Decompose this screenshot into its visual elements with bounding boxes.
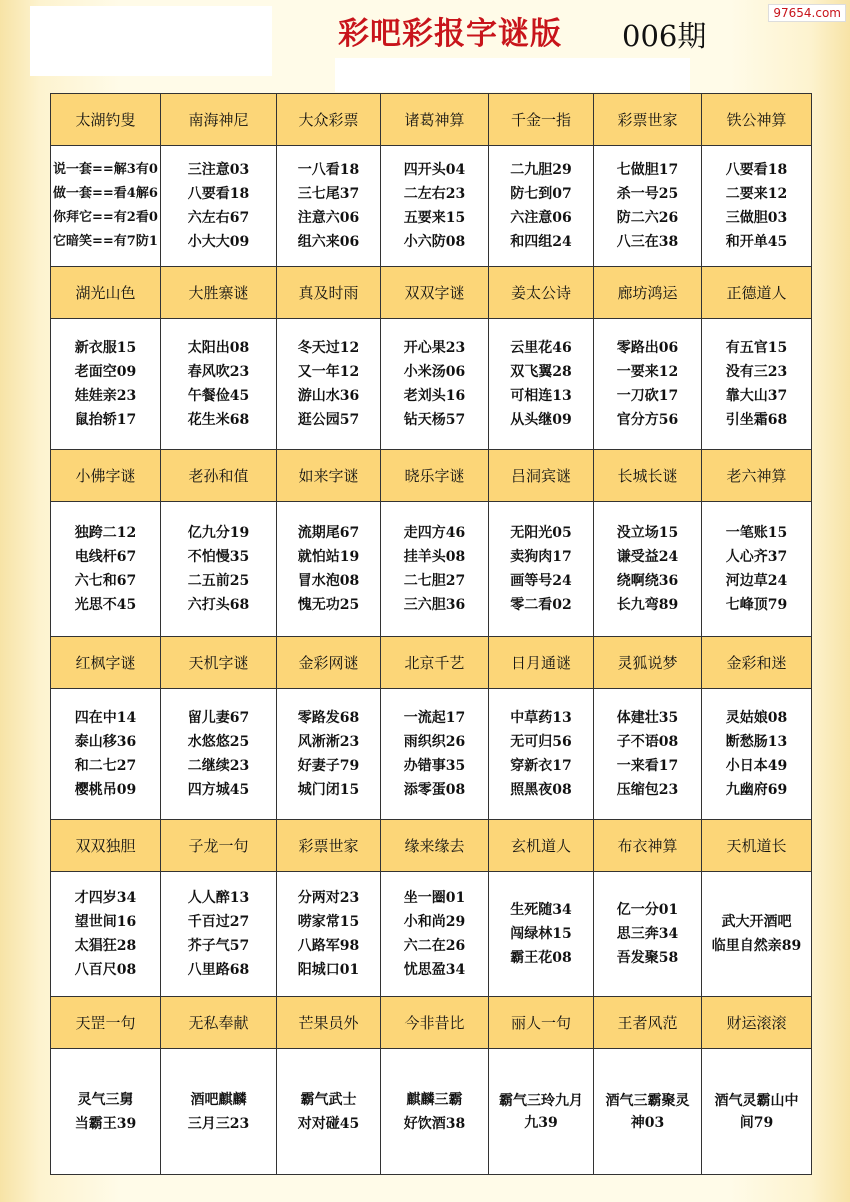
- riddle-line: 谦受益24: [616, 549, 679, 565]
- column-header: 廊坊鸿运: [594, 267, 702, 319]
- riddle-line: 一流起17: [403, 710, 466, 726]
- riddle-line: 一来看17: [616, 758, 679, 774]
- riddle-cell: [489, 872, 594, 997]
- riddle-line: 闯绿林15: [510, 926, 572, 942]
- riddle-line: 八三在38: [616, 234, 679, 250]
- column-header: 双双独胆: [51, 820, 161, 872]
- riddle-line: 四开头04: [403, 162, 466, 178]
- riddle-line: 酒吧麒麟: [190, 1091, 247, 1108]
- riddle-cell: [702, 502, 812, 637]
- riddle-line: 霸气武士: [300, 1091, 357, 1108]
- riddle-line: 没有三23: [725, 364, 788, 380]
- column-header: 晓乐字谜: [381, 450, 489, 502]
- riddle-line: 游山水36: [297, 388, 360, 404]
- riddle-line: 老刘头16: [403, 388, 466, 404]
- riddle-cell: [702, 689, 812, 820]
- column-header: 诸葛神算: [381, 94, 489, 146]
- column-header: 千金一指: [489, 94, 594, 146]
- riddle-line: 八百尺08: [74, 962, 137, 978]
- column-header: 真及时雨: [277, 267, 381, 319]
- riddle-line: 二继续23: [187, 758, 250, 774]
- riddle-line: 霸王花08: [510, 950, 572, 966]
- riddle-line: 二五前25: [187, 573, 250, 589]
- riddle-cell: [381, 689, 489, 820]
- riddle-line: 你拜它==有2看0: [53, 210, 158, 225]
- riddle-line: 办错事35: [403, 758, 466, 774]
- riddle-line: 酒气三霸聚灵神03: [605, 1092, 690, 1131]
- riddle-cell: [702, 1049, 812, 1175]
- riddle-line: 雨织织26: [403, 734, 466, 750]
- riddle-cell: [489, 319, 594, 450]
- riddle-line: 光思不45: [74, 597, 137, 613]
- riddle-line: 分两对23: [297, 890, 360, 906]
- riddle-line: 临里自然亲89: [711, 938, 802, 954]
- riddle-line: 子不语08: [616, 734, 679, 750]
- riddle-line: 零路发68: [297, 710, 360, 726]
- riddle-line: 压缩包23: [616, 782, 679, 798]
- riddle-line: 不怕慢35: [187, 549, 250, 565]
- riddle-line: 老面空09: [74, 364, 137, 380]
- riddle-cell: [277, 319, 381, 450]
- column-header: 王者风范: [594, 997, 702, 1049]
- column-header: 玄机道人: [489, 820, 594, 872]
- riddle-line: 愧无功25: [297, 597, 360, 613]
- riddle-line: 望世间16: [74, 914, 137, 930]
- riddle-line: 小大大09: [187, 234, 250, 250]
- riddle-cell: [594, 872, 702, 997]
- riddle-line: 八里路68: [187, 962, 250, 978]
- header-row: [51, 997, 812, 1049]
- riddle-line: 画等号24: [510, 573, 572, 589]
- riddle-cell: [277, 872, 381, 997]
- riddle-line: 可相连13: [510, 388, 572, 404]
- riddle-line: 三七尾37: [297, 186, 360, 202]
- riddle-line: 生死随34: [510, 902, 572, 918]
- riddle-cell: [489, 502, 594, 637]
- riddle-line: 灵气三舅: [77, 1091, 134, 1108]
- content-row: [51, 689, 812, 820]
- riddle-line: 小和尚29: [403, 914, 466, 930]
- riddle-line: 防二六26: [616, 210, 679, 226]
- riddle-cell: [381, 872, 489, 997]
- riddle-line: 六左右67: [187, 210, 250, 226]
- riddle-line: 有五官15: [725, 340, 788, 356]
- riddle-line: 亿九分19: [187, 525, 250, 541]
- riddle-cell: [702, 872, 812, 997]
- riddle-line: 独跨二12: [74, 525, 137, 541]
- riddle-line: 杀一号25: [616, 186, 679, 202]
- riddle-line: 好妻子79: [297, 758, 360, 774]
- column-header: 大胜寨谜: [161, 267, 277, 319]
- column-header: 北京千艺: [381, 637, 489, 689]
- column-header: 灵狐说梦: [594, 637, 702, 689]
- riddle-line: 思三奔34: [616, 926, 679, 942]
- riddle-line: 开心果23: [403, 340, 466, 356]
- riddle-cell: [161, 872, 277, 997]
- riddle-cell: [161, 1049, 277, 1175]
- content-row: [51, 319, 812, 450]
- header-row: [51, 94, 812, 146]
- riddle-line: 挂羊头08: [403, 549, 466, 565]
- riddle-line: 一八看18: [297, 162, 360, 178]
- riddle-cell: [277, 689, 381, 820]
- riddle-line: 冒水泡08: [297, 573, 360, 589]
- riddle-line: 三六胆36: [403, 597, 466, 613]
- riddle-line: 千百过27: [187, 914, 250, 930]
- riddle-line: 吾发聚58: [616, 950, 679, 966]
- riddle-line: 三注意03: [187, 162, 250, 178]
- riddle-line: 靠大山37: [725, 388, 788, 404]
- column-header: 缘来缘去: [381, 820, 489, 872]
- white-blank-box-left: [30, 6, 272, 76]
- riddle-line: 添零蛋08: [403, 782, 466, 798]
- column-header: 今非昔比: [381, 997, 489, 1049]
- riddle-line: 和二七27: [74, 758, 137, 774]
- riddle-line: 唠家常15: [297, 914, 360, 930]
- riddle-line: 小日本49: [725, 758, 788, 774]
- riddle-line: 九幽府69: [725, 782, 788, 798]
- column-header: 日月通谜: [489, 637, 594, 689]
- riddle-line: 六注意06: [510, 210, 572, 226]
- riddle-cell: [489, 1049, 594, 1175]
- riddle-line: 春风吹23: [187, 364, 250, 380]
- riddle-line: 卖狗肉17: [510, 549, 572, 565]
- riddle-cell: [381, 502, 489, 637]
- riddle-line: 四方城45: [187, 782, 250, 798]
- column-header: 如来字谜: [277, 450, 381, 502]
- riddle-line: 防七到07: [510, 186, 572, 202]
- riddle-line: 它暗笑==有7防1: [53, 234, 158, 249]
- riddle-line: 七做胆17: [616, 162, 679, 178]
- column-header: 无私奉献: [161, 997, 277, 1049]
- riddle-line: 二七胆27: [403, 573, 466, 589]
- column-header: 财运滚滚: [702, 997, 812, 1049]
- column-header: 彩票世家: [277, 820, 381, 872]
- riddle-line: 麒麟三霸: [406, 1091, 463, 1108]
- riddle-cell: [594, 502, 702, 637]
- riddle-line: 中草药13: [510, 710, 572, 726]
- riddle-cell: [489, 146, 594, 267]
- riddle-line: 从头继09: [510, 412, 572, 428]
- riddle-line: 泰山移36: [74, 734, 137, 750]
- column-header: 铁公神算: [702, 94, 812, 146]
- riddle-grid: [50, 93, 812, 1175]
- riddle-cell: [161, 502, 277, 637]
- riddle-cell: [51, 872, 161, 997]
- riddle-line: 云里花46: [510, 340, 572, 356]
- column-header: 子龙一句: [161, 820, 277, 872]
- riddle-line: 注意六06: [297, 210, 360, 226]
- riddle-line: 武大开酒吧: [721, 914, 792, 930]
- riddle-line: 留儿妻67: [187, 710, 250, 726]
- riddle-cell: [702, 319, 812, 450]
- riddle-line: 五要来15: [403, 210, 466, 226]
- riddle-cell: [277, 1049, 381, 1175]
- column-header: 大众彩票: [277, 94, 381, 146]
- column-header: 南海神尼: [161, 94, 277, 146]
- content-row: [51, 1049, 812, 1175]
- riddle-line: 冬天过12: [297, 340, 360, 356]
- column-header: 湖光山色: [51, 267, 161, 319]
- riddle-line: 双飞翼28: [510, 364, 572, 380]
- riddle-line: 和开单45: [725, 234, 788, 250]
- riddle-line: 长九弯89: [616, 597, 679, 613]
- riddle-line: 二九胆29: [510, 162, 572, 178]
- column-header: 双双字谜: [381, 267, 489, 319]
- column-header: 丽人一句: [489, 997, 594, 1049]
- riddle-line: 忧思盈34: [403, 962, 466, 978]
- column-header: 太湖钓叟: [51, 94, 161, 146]
- riddle-cell: [51, 146, 161, 267]
- riddle-cell: [594, 319, 702, 450]
- riddle-line: 又一年12: [297, 364, 360, 380]
- riddle-line: 一笔账15: [725, 525, 788, 541]
- content-row: [51, 146, 812, 267]
- riddle-line: 灵姑娘08: [725, 710, 788, 726]
- riddle-line: 零路出06: [616, 340, 679, 356]
- content-row: [51, 872, 812, 997]
- column-header: 金彩网谜: [277, 637, 381, 689]
- riddle-line: 樱桃吊09: [74, 782, 137, 798]
- riddle-line: 芥子气57: [187, 938, 250, 954]
- riddle-line: 穿新衣17: [510, 758, 572, 774]
- column-header: 金彩和迷: [702, 637, 812, 689]
- column-header: 长城长谜: [594, 450, 702, 502]
- riddle-line: 六七和67: [74, 573, 137, 589]
- riddle-line: 组六来06: [297, 234, 360, 250]
- riddle-line: 花生米68: [187, 412, 250, 428]
- column-header: 老六神算: [702, 450, 812, 502]
- column-header: 小佛字谜: [51, 450, 161, 502]
- riddle-line: 照黑夜08: [510, 782, 572, 798]
- riddle-line: 没立场15: [616, 525, 679, 541]
- riddle-line: 亿一分01: [616, 902, 679, 918]
- riddle-line: 八要看18: [725, 162, 788, 178]
- riddle-line: 四在中14: [74, 710, 137, 726]
- riddle-cell: [51, 689, 161, 820]
- page-title: 彩吧彩报字谜版: [338, 16, 562, 52]
- riddle-line: 坐一圈01: [403, 890, 466, 906]
- riddle-line: 新衣服15: [74, 340, 137, 356]
- column-header: 天罡一句: [51, 997, 161, 1049]
- riddle-line: 才四岁34: [74, 890, 137, 906]
- riddle-line: 小六防08: [403, 234, 466, 250]
- riddle-line: 酒气灵霸山中间79: [714, 1092, 799, 1131]
- header-row: [51, 267, 812, 319]
- riddle-cell: [161, 319, 277, 450]
- riddle-line: 风淅淅23: [297, 734, 360, 750]
- header-row: [51, 637, 812, 689]
- riddle-cell: [381, 146, 489, 267]
- riddle-line: 八路军98: [297, 938, 360, 954]
- riddle-line: 电线杆67: [74, 549, 137, 565]
- riddle-line: 六打头68: [187, 597, 250, 613]
- riddle-line: 鼠抬轿17: [74, 412, 137, 428]
- riddle-line: 官分方56: [616, 412, 679, 428]
- riddle-line: 零二看02: [510, 597, 572, 613]
- riddle-line: 八要看18: [187, 186, 250, 202]
- riddle-cell: [51, 502, 161, 637]
- column-header: 老孙和值: [161, 450, 277, 502]
- header-row: [51, 450, 812, 502]
- riddle-line: 做一套==看4解6: [53, 186, 158, 201]
- riddle-line: 人人醉13: [187, 890, 250, 906]
- riddle-cell: [161, 146, 277, 267]
- riddle-line: 对对碰45: [297, 1115, 360, 1132]
- riddle-line: 走四方46: [403, 525, 466, 541]
- riddle-line: 三月三23: [187, 1115, 250, 1132]
- riddle-line: 河边草24: [725, 573, 788, 589]
- riddle-cell: [381, 1049, 489, 1175]
- riddle-cell: [161, 689, 277, 820]
- riddle-cell: [277, 146, 381, 267]
- riddle-line: 人心齐37: [725, 549, 788, 565]
- riddle-cell: [594, 1049, 702, 1175]
- riddle-line: 水悠悠25: [187, 734, 250, 750]
- riddle-line: 二要来12: [725, 186, 788, 202]
- riddle-cell: [51, 319, 161, 450]
- riddle-line: 一要来12: [616, 364, 679, 380]
- column-header: 吕洞宾谜: [489, 450, 594, 502]
- column-header: 天机道长: [702, 820, 812, 872]
- column-header: 姜太公诗: [489, 267, 594, 319]
- riddle-line: 无可归56: [510, 734, 572, 750]
- content-row: [51, 502, 812, 637]
- riddle-line: 流期尾67: [297, 525, 360, 541]
- riddle-line: 太猖狂28: [74, 938, 137, 954]
- riddle-line: 无阳光05: [510, 525, 572, 541]
- riddle-line: 好饮酒38: [403, 1115, 466, 1132]
- header-row: [51, 820, 812, 872]
- riddle-line: 当霸王39: [74, 1115, 137, 1132]
- riddle-line: 午餐俭45: [187, 388, 250, 404]
- riddle-cell: [51, 1049, 161, 1175]
- white-blank-box-under-title: [335, 58, 690, 92]
- riddle-line: 体建壮35: [616, 710, 679, 726]
- riddle-line: 七峰顶79: [725, 597, 788, 613]
- riddle-cell: [702, 146, 812, 267]
- riddle-line: 六二在26: [403, 938, 466, 954]
- riddle-cell: [381, 319, 489, 450]
- riddle-line: 阳城口01: [297, 962, 360, 978]
- riddle-line: 霸气三玲九月九39: [499, 1092, 583, 1131]
- riddle-cell: [594, 689, 702, 820]
- riddle-line: 绕啊绕36: [616, 573, 679, 589]
- column-header: 布衣神算: [594, 820, 702, 872]
- site-watermark: 97654.com: [768, 4, 846, 22]
- riddle-line: 逛公园57: [297, 412, 360, 428]
- riddle-line: 引坐霜68: [725, 412, 788, 428]
- riddle-line: 娃娃亲23: [74, 388, 137, 404]
- riddle-cell: [277, 502, 381, 637]
- column-header: 红枫字谜: [51, 637, 161, 689]
- riddle-line: 断愁肠13: [725, 734, 788, 750]
- riddle-line: 和四组24: [510, 234, 572, 250]
- column-header: 正德道人: [702, 267, 812, 319]
- riddle-line: 城门闭15: [297, 782, 360, 798]
- riddle-line: 一刀砍17: [616, 388, 679, 404]
- riddle-cell: [489, 689, 594, 820]
- riddle-line: 小米汤06: [403, 364, 466, 380]
- issue-number: 006期: [622, 19, 707, 53]
- column-header: 芒果员外: [277, 997, 381, 1049]
- riddle-line: 说一套==解3有0: [53, 162, 158, 177]
- riddle-line: 三做胆03: [725, 210, 788, 226]
- column-header: 彩票世家: [594, 94, 702, 146]
- riddle-cell: [594, 146, 702, 267]
- riddle-line: 就怕站19: [297, 549, 360, 565]
- riddle-line: 二左右23: [403, 186, 466, 202]
- riddle-line: 钻天杨57: [403, 412, 466, 428]
- column-header: 天机字谜: [161, 637, 277, 689]
- riddle-line: 太阳出08: [187, 340, 250, 356]
